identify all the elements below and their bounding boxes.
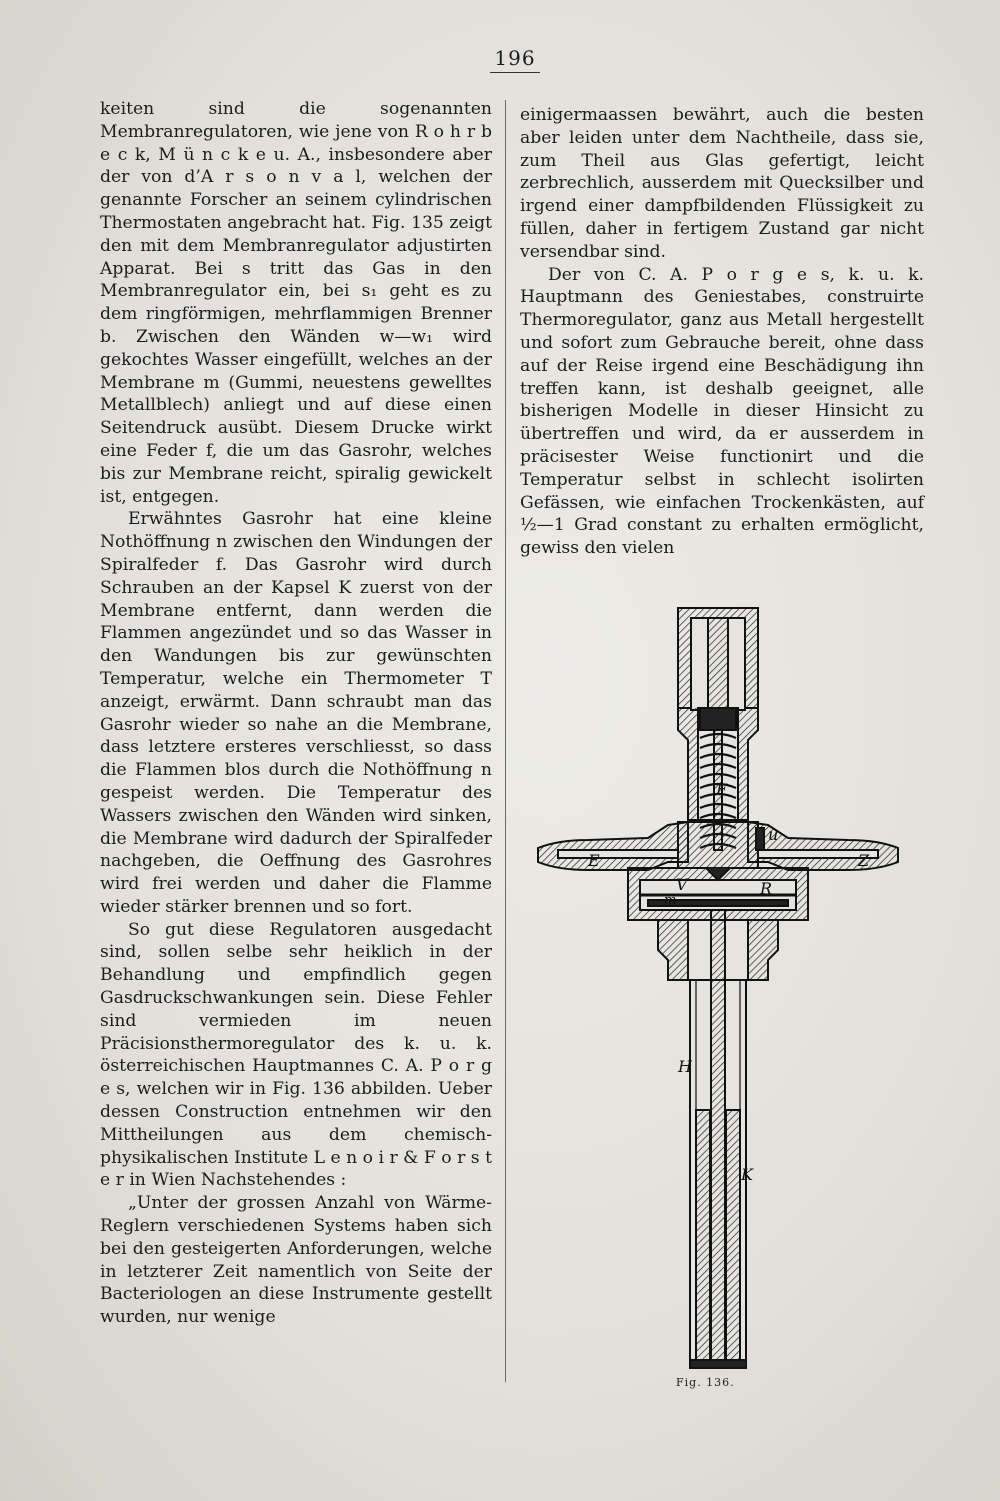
right-paragraph-1: einigermaassen bewährt, auch die besten aber leiden unter dem Nachtheile, dass sie, zum Theil aus Glas gefertigt, leicht zerbrechlich, ausserdem mit Quecksilber und irgend einer dampfbildenden Flüssigkeit zu füllen, daher in fertigem Zustand gar nicht versendbar sind. [520,105,924,262]
thermoregulator-drawing [528,600,908,1375]
inner-rod [711,910,725,1360]
piston-block [700,708,736,730]
right-paragraph-2: Der von C. A. P o r g e s, k. u. k. Hauptmann des Geniestabes, construirte Thermoregulator, ganz aus Metall hergestellt und sofort zum Gebrauche bereit, ohne dass auf der Reise irgend eine Beschädigung ihn treffen kann, ist deshalb geeignet, alle bisherigen Modelle in dieser Hinsicht zu übertreffen und wird, da er ausserdem in präcisester Weise functionirt und die Temperatur selbst in schlecht isolirten Gefässen, wie einfachen Trockenkästen, auf ½—1 Grad constant zu erhalten ermöglicht, gewiss den vielen [520,264,924,559]
left-paragraph-4: „Unter der grossen Anzahl von Wärme-Reglern verschiedenen Systems haben sich bei den gesteigerten Anforderungen, welche in letzterer Zeit namentlich von Seite der Bacteriologen an diese Instrumente gestellt wurden, nur wenige [100,1193,492,1328]
valve-body [678,822,758,868]
left-paragraph-3: So gut diese Regulatoren ausgedacht sind, sollen selbe sehr heiklich in der Behandlung und empfindlich gegen Gasdruckschwankungen sein. Diese Fehler sind vermieden im neuen Präcisionsthermoregulator des k. u. k. österreichischen Hauptmannes C. A. P o r g e s, welchen wir in Fig. 136 abbilden. Ueber dessen Construction entnehmen wir den Mittheilungen aus dem chemisch-physikalischen Institute L e n o i r & F o r s t e r in Wien Nachstehendes : [100,919,492,1191]
page-number: 196 [490,46,540,73]
column-divider [505,100,506,1382]
valve-screw [756,828,764,850]
label-u: u [768,825,779,844]
thermoregulator-figure [528,600,908,1375]
gas-inlet-pipe [538,822,688,870]
tube-bottom [690,1360,746,1368]
label-E: E [588,851,600,870]
tube-wall-left [696,1110,710,1360]
figure-caption: Fig. 136. [676,1376,735,1389]
label-H: H [678,1057,692,1076]
label-R: R [760,879,773,898]
screw-rod [708,618,728,710]
left-column [100,98,492,1329]
label-Z: Z [858,851,870,870]
label-F: F [716,780,728,799]
label-K: K [741,1165,753,1184]
label-V: V [676,875,688,894]
left-paragraph-2: Erwähntes Gasrohr hat eine kleine Nothöffnung n zwischen den Windungen der Spiralfeder f. Das Gasrohr wird durch Schrauben an der Kapsel K zuerst von der Membrane entfernt, dann werden die Flammen angezündet und so das Wasser in den Wandungen bis zur gewünschten Temperatur, welche ein Thermometer T anzeigt, erwärmt. Dann schraubt man das Gasrohr wieder so nahe an die Membrane, dass letztere ersteres verschliesst, so dass die Flammen blos durch die Nothöffnung n gespeist werden. Die Temperatur des Wassers zwischen den Wänden wird sinken, die Membrane wird dadurch der Spiralfeder nachgeben, die Oeffnung des Gasrohres wird frei werden und daher die Flamme wieder stärker brennen und so fort. [100,509,492,917]
inlet-channel [558,850,678,858]
left-paragraph-1: keiten sind die sogenannten Membranregulatoren, wie jene von R o h r b e c k, M ü n c k e u. A., insbesondere aber der von d’A r s o n v a l, welchen der genannte Forscher an seinem cylindrischen Thermostaten angebracht hat. Fig. 135 zeigt den mit dem Membranregulator adjustirten Apparat. Bei s tritt das Gas in den Membranregulator ein, bei s₁ geht es zu dem ringförmigen, mehrflammigen Brenner b. Zwischen den Wänden w—w₁ wird gekochtes Wasser eingefüllt, welches an der Membrane m (Gummi, neuestens gewelltes Metallblech) anliegt und auf diese einen Seitendruck ausübt. Diesem Drucke wirkt eine Feder f, die um das Gasrohr, welches bis zur Membrane reicht, spiralig gewickelt ist, entgegen. [100,99,492,507]
right-column [520,104,924,560]
tube-wall-right [726,1110,740,1360]
label-m: m [664,893,677,908]
